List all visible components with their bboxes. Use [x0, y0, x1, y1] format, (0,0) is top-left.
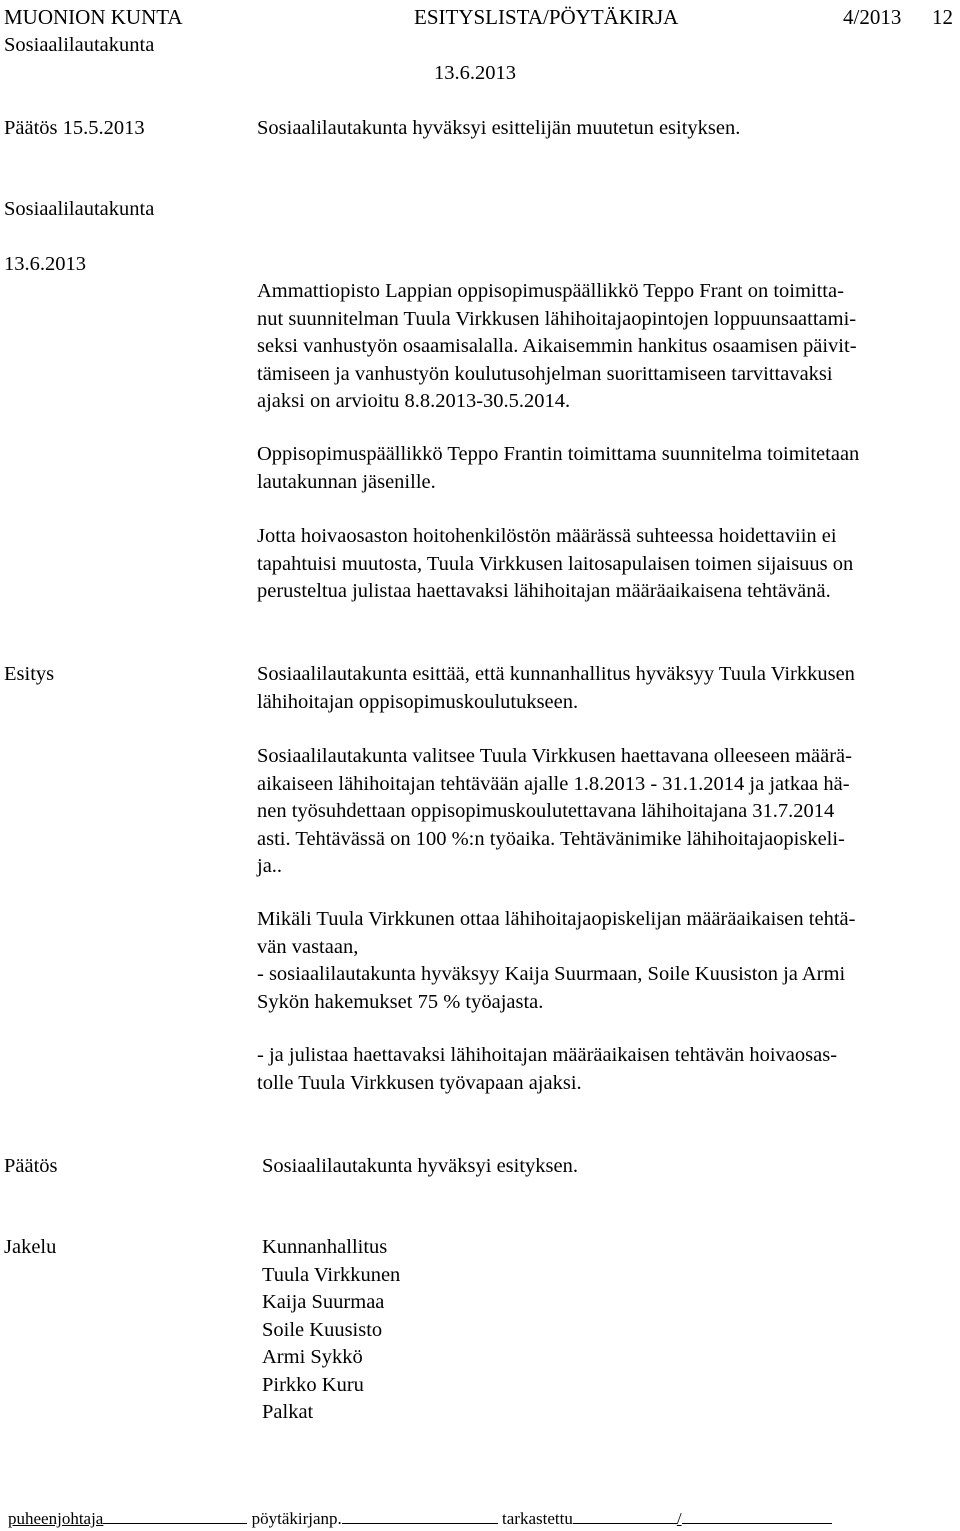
secretary-signature-line [342, 1508, 498, 1524]
decision-label: Päätös [4, 1155, 58, 1177]
chair-signature-line [103, 1508, 247, 1524]
list-item: Soile Kuusisto [262, 1318, 383, 1341]
list-item: Kunnanhallitus [262, 1236, 388, 1258]
preparation-paragraph-2 [257, 441, 957, 496]
header-board: Sosiaalilautakunta [4, 34, 155, 56]
text-line: Sykön hakemukset 75 % työajasta. [257, 990, 544, 1013]
list-item: Palkat [262, 1401, 314, 1423]
text-line: tämiseen ja vanhustyön koulutusohjelman suorittamiseen tarvittavaksi [257, 362, 833, 385]
list-item: Kaija Suurmaa [262, 1291, 385, 1313]
text-line: Ammattiopisto Lappian oppisopimuspäällikkö Teppo Frant on toimitta- [257, 280, 844, 302]
text-line: seksi vanhustyön osaamisalalla. Aikaisemmin hankitus osaamisen päivit- [257, 335, 857, 357]
list-item: Tuula Virkkunen [262, 1263, 401, 1286]
signature-footer [8, 1508, 832, 1530]
separator-slash: / [676, 1509, 682, 1528]
checked-signature-line-2 [682, 1508, 832, 1524]
page-number: 12 [932, 5, 953, 29]
proposal-paragraph-2 [257, 743, 957, 881]
text-line: Sosiaalilautakunta esittää, että kunnanhallitus hyväksyy Tuula Virkkusen [257, 663, 855, 685]
text-line: nut suunnitelman Tuula Virkkusen lähihoitajaopintojen loppuunsaattami- [257, 307, 857, 330]
preparation-paragraph-3 [257, 523, 957, 606]
document-type: ESITYSLISTA/PÖYTÄKIRJA [414, 5, 679, 29]
distribution-label: Jakelu [4, 1236, 57, 1258]
text-line: vän vastaan, [257, 935, 359, 958]
text-line: Oppisopimuspäällikkö Teppo Frantin toimittama suunnitelma toimitetaan [257, 443, 860, 465]
list-item: Armi Sykkö [262, 1346, 363, 1368]
header-date: 13.6.2013 [434, 62, 516, 84]
meeting-board: Sosiaalilautakunta [4, 198, 155, 220]
text-line: lähihoitajan oppisopimuskoulutukseen. [257, 690, 579, 713]
text-line: aikaiseen lähihoitajan tehtävään ajalle 1.8.2013 - 31.1.2014 ja jatkaa hä- [257, 772, 850, 795]
document-number: 4/2013 [843, 5, 902, 29]
previous-decision-text: Sosiaalilautakunta hyväksyi esittelijän muutetun esityksen. [257, 117, 741, 139]
text-line: ja.. [257, 855, 283, 877]
preparation-paragraph-1 [257, 278, 957, 416]
proposal-label: Esitys [4, 663, 55, 685]
text-line: - sosiaalilautakunta hyväksyy Kaija Suurmaan, Soile Kuusiston ja Armi [257, 963, 846, 985]
text-line: tapahtuisi muutosta, Tuula Virkkusen laitosapulaisen toimen sijaisuus on [257, 552, 854, 575]
text-line: tolle Tuula Virkkusen työvapaan ajaksi. [257, 1071, 582, 1094]
secretary-label: pöytäkirjanp. [251, 1509, 342, 1528]
text-line: Sosiaalilautakunta valitsee Tuula Virkkusen haettavana olleeseen määrä- [257, 745, 852, 767]
text-line: Mikäli Tuula Virkkunen ottaa lähihoitajaopiskelijan määräaikaisen tehtä- [257, 908, 856, 930]
meeting-date: 13.6.2013 [4, 253, 86, 275]
text-line: - ja julistaa haettavaksi lähihoitajan määräaikaisen tehtävän hoivaosas- [257, 1044, 838, 1066]
previous-decision-label: Päätös 15.5.2013 [4, 117, 145, 139]
proposal-paragraph-1 [257, 661, 957, 716]
decision-text: Sosiaalilautakunta hyväksyi esityksen. [262, 1155, 578, 1177]
proposal-paragraph-3 [257, 906, 957, 1016]
text-line: lautakunnan jäsenille. [257, 470, 436, 493]
checked-label: tarkastettu [502, 1509, 573, 1528]
municipality-name: MUONION KUNTA [4, 5, 183, 29]
distribution-list [262, 1234, 400, 1427]
text-line: perusteltua julistaa haettavaksi lähihoitajan määräaikaisena tehtävänä. [257, 580, 831, 602]
list-item: Pirkko Kuru [262, 1373, 364, 1396]
chair-label: puheenjohtaja [8, 1509, 104, 1528]
text-line: ajaksi on arvioitu 8.8.2013-30.5.2014. [257, 390, 571, 412]
text-line: nen työsuhdettaan oppisopimuskoulutettavana lähihoitajana 31.7.2014 [257, 800, 835, 822]
text-line: asti. Tehtävässä on 100 %:n työaika. Tehtävänimike lähihoitajaopiskeli- [257, 827, 845, 850]
proposal-paragraph-4 [257, 1042, 957, 1097]
checked-signature-line-1 [573, 1508, 677, 1524]
text-line: Jotta hoivaosaston hoitohenkilöstön määrässä suhteessa hoidettaviin ei [257, 525, 837, 547]
